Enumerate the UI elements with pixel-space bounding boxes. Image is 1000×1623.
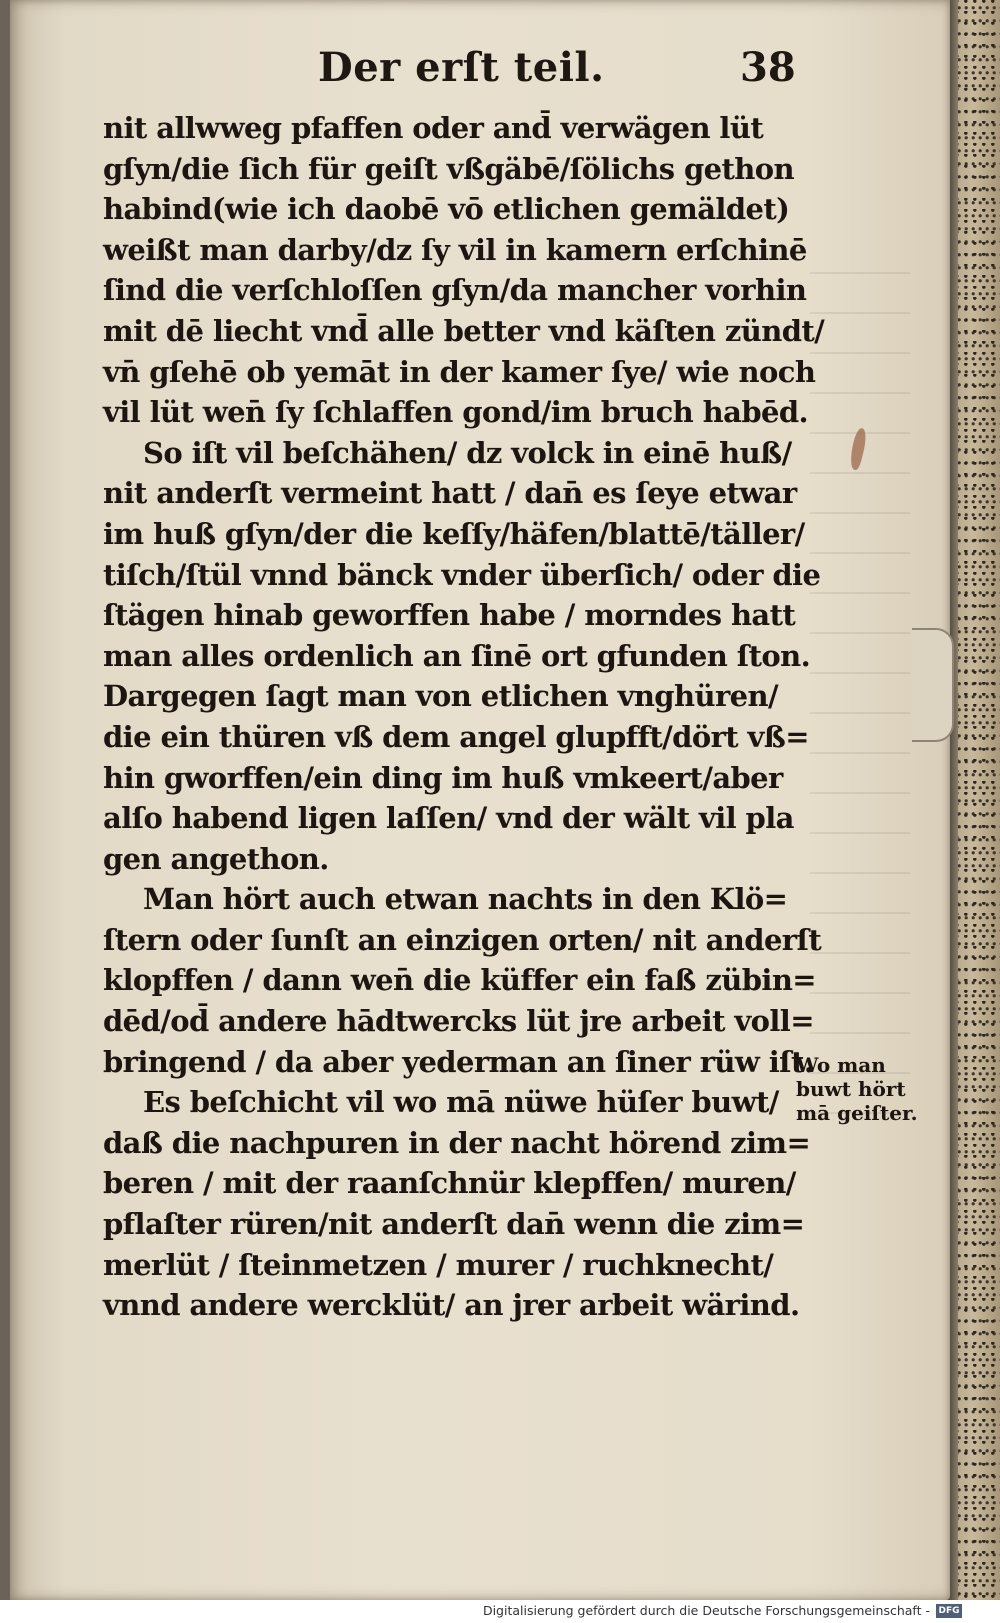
text-line: So iſt vil beſchähen/ dz volck in einē huß/ <box>143 435 792 470</box>
page-tab <box>912 628 954 742</box>
text-line: ſind die verſchloſſen gſyn/da mancher vorhin <box>103 273 807 308</box>
running-title: Der erſt teil. <box>318 44 605 91</box>
body-text <box>103 108 825 1326</box>
margin-note <box>796 1053 936 1125</box>
funding-credit: Digitalisierung gefördert durch die Deutsche Forschungsgemeinschaft - <box>482 1603 930 1618</box>
text-line: tiſch/ſtül vnnd bänck vnder überſich/ oder die <box>103 557 821 592</box>
text-line: ſtägen hinab geworffen habe / morndes hatt <box>103 598 796 633</box>
digitization-footer <box>0 1600 1000 1623</box>
text-line: hin gworffen/ein ding im huß vmkeert/aber <box>103 760 783 795</box>
text-line: man alles ordenlich an ſinē ort gfunden ſton. <box>103 638 811 673</box>
page-header <box>0 44 1000 104</box>
text-line: bringend / da aber yederman an ſiner rüw iſt. <box>103 1044 814 1079</box>
text-line: nit allwweg pfaffen oder and̄ verwägen lüt <box>103 111 764 145</box>
text-line: klopffen / dann wen̄ die küffer ein faß zübin= <box>103 963 816 998</box>
text-line: beren / mit der raanſchnür klepffen/ muren/ <box>103 1166 796 1201</box>
text-line: alſo habend ligen laſſen/ vnd der wält vil pla <box>103 801 794 836</box>
bleed-through <box>810 250 910 1150</box>
margin-note-line: Wo man <box>796 1053 886 1077</box>
text-line: weißt man darby/dz ſy vil in kamern erſchinē <box>103 232 807 267</box>
text-line: die ein thüren vß dem angel glupfft/dört vß= <box>103 719 809 754</box>
margin-note-line: buwt hört <box>796 1077 906 1101</box>
text-line: Dargegen ſagt man von etlichen vnghüren/ <box>103 679 778 714</box>
text-line: habind(wie ich daobē vō etlichen gemäldet) <box>103 192 790 227</box>
text-line: dēd/od̄ andere hādtwercks lüt jre arbeit voll= <box>103 1004 814 1039</box>
text-line: Es beſchicht vil wo mā nüwe hüſer buwt/ <box>143 1085 779 1120</box>
page-number: 38 <box>740 44 796 91</box>
book-edge <box>955 0 1000 1600</box>
text-line: pflaſter rüren/nit anderſt dan̄ wenn die zim= <box>103 1207 805 1242</box>
text-line: vnnd andere wercklüt/ an jrer arbeit wärind. <box>103 1288 800 1323</box>
text-line: vil lüt wen̄ ſy ſchlaffen gond/im bruch habēd. <box>103 395 809 430</box>
text-line: vn̄ gſehē ob yemāt in der kamer ſye/ wie noch <box>103 354 816 389</box>
text-line: Man hört auch etwan nachts in den Klö= <box>143 882 788 917</box>
margin-note-line: mā geiſter. <box>796 1101 918 1125</box>
text-line: ſtern oder ſunſt an einzigen orten/ nit anderſt <box>103 922 822 957</box>
dfg-logo: DFG <box>936 1604 962 1618</box>
text-line: gſyn/die ſich für geiſt vßgäbē/ſölichs gethon <box>103 151 795 186</box>
text-line: daß die nachpuren in der nacht hörend zim= <box>103 1125 811 1160</box>
text-line: mit dē liecht vnd̄ alle better vnd käſten zündt/ <box>103 313 825 348</box>
text-line: merlüt / ſteinmetzen / murer / ruchknecht/ <box>103 1247 774 1282</box>
text-line: nit anderſt vermeint hatt / dan̄ es ſeye etwar <box>103 476 797 511</box>
text-line: gen angethon. <box>103 841 329 876</box>
text-line: im huß gſyn/der die keſſy/häfen/blattē/täller/ <box>103 516 805 551</box>
